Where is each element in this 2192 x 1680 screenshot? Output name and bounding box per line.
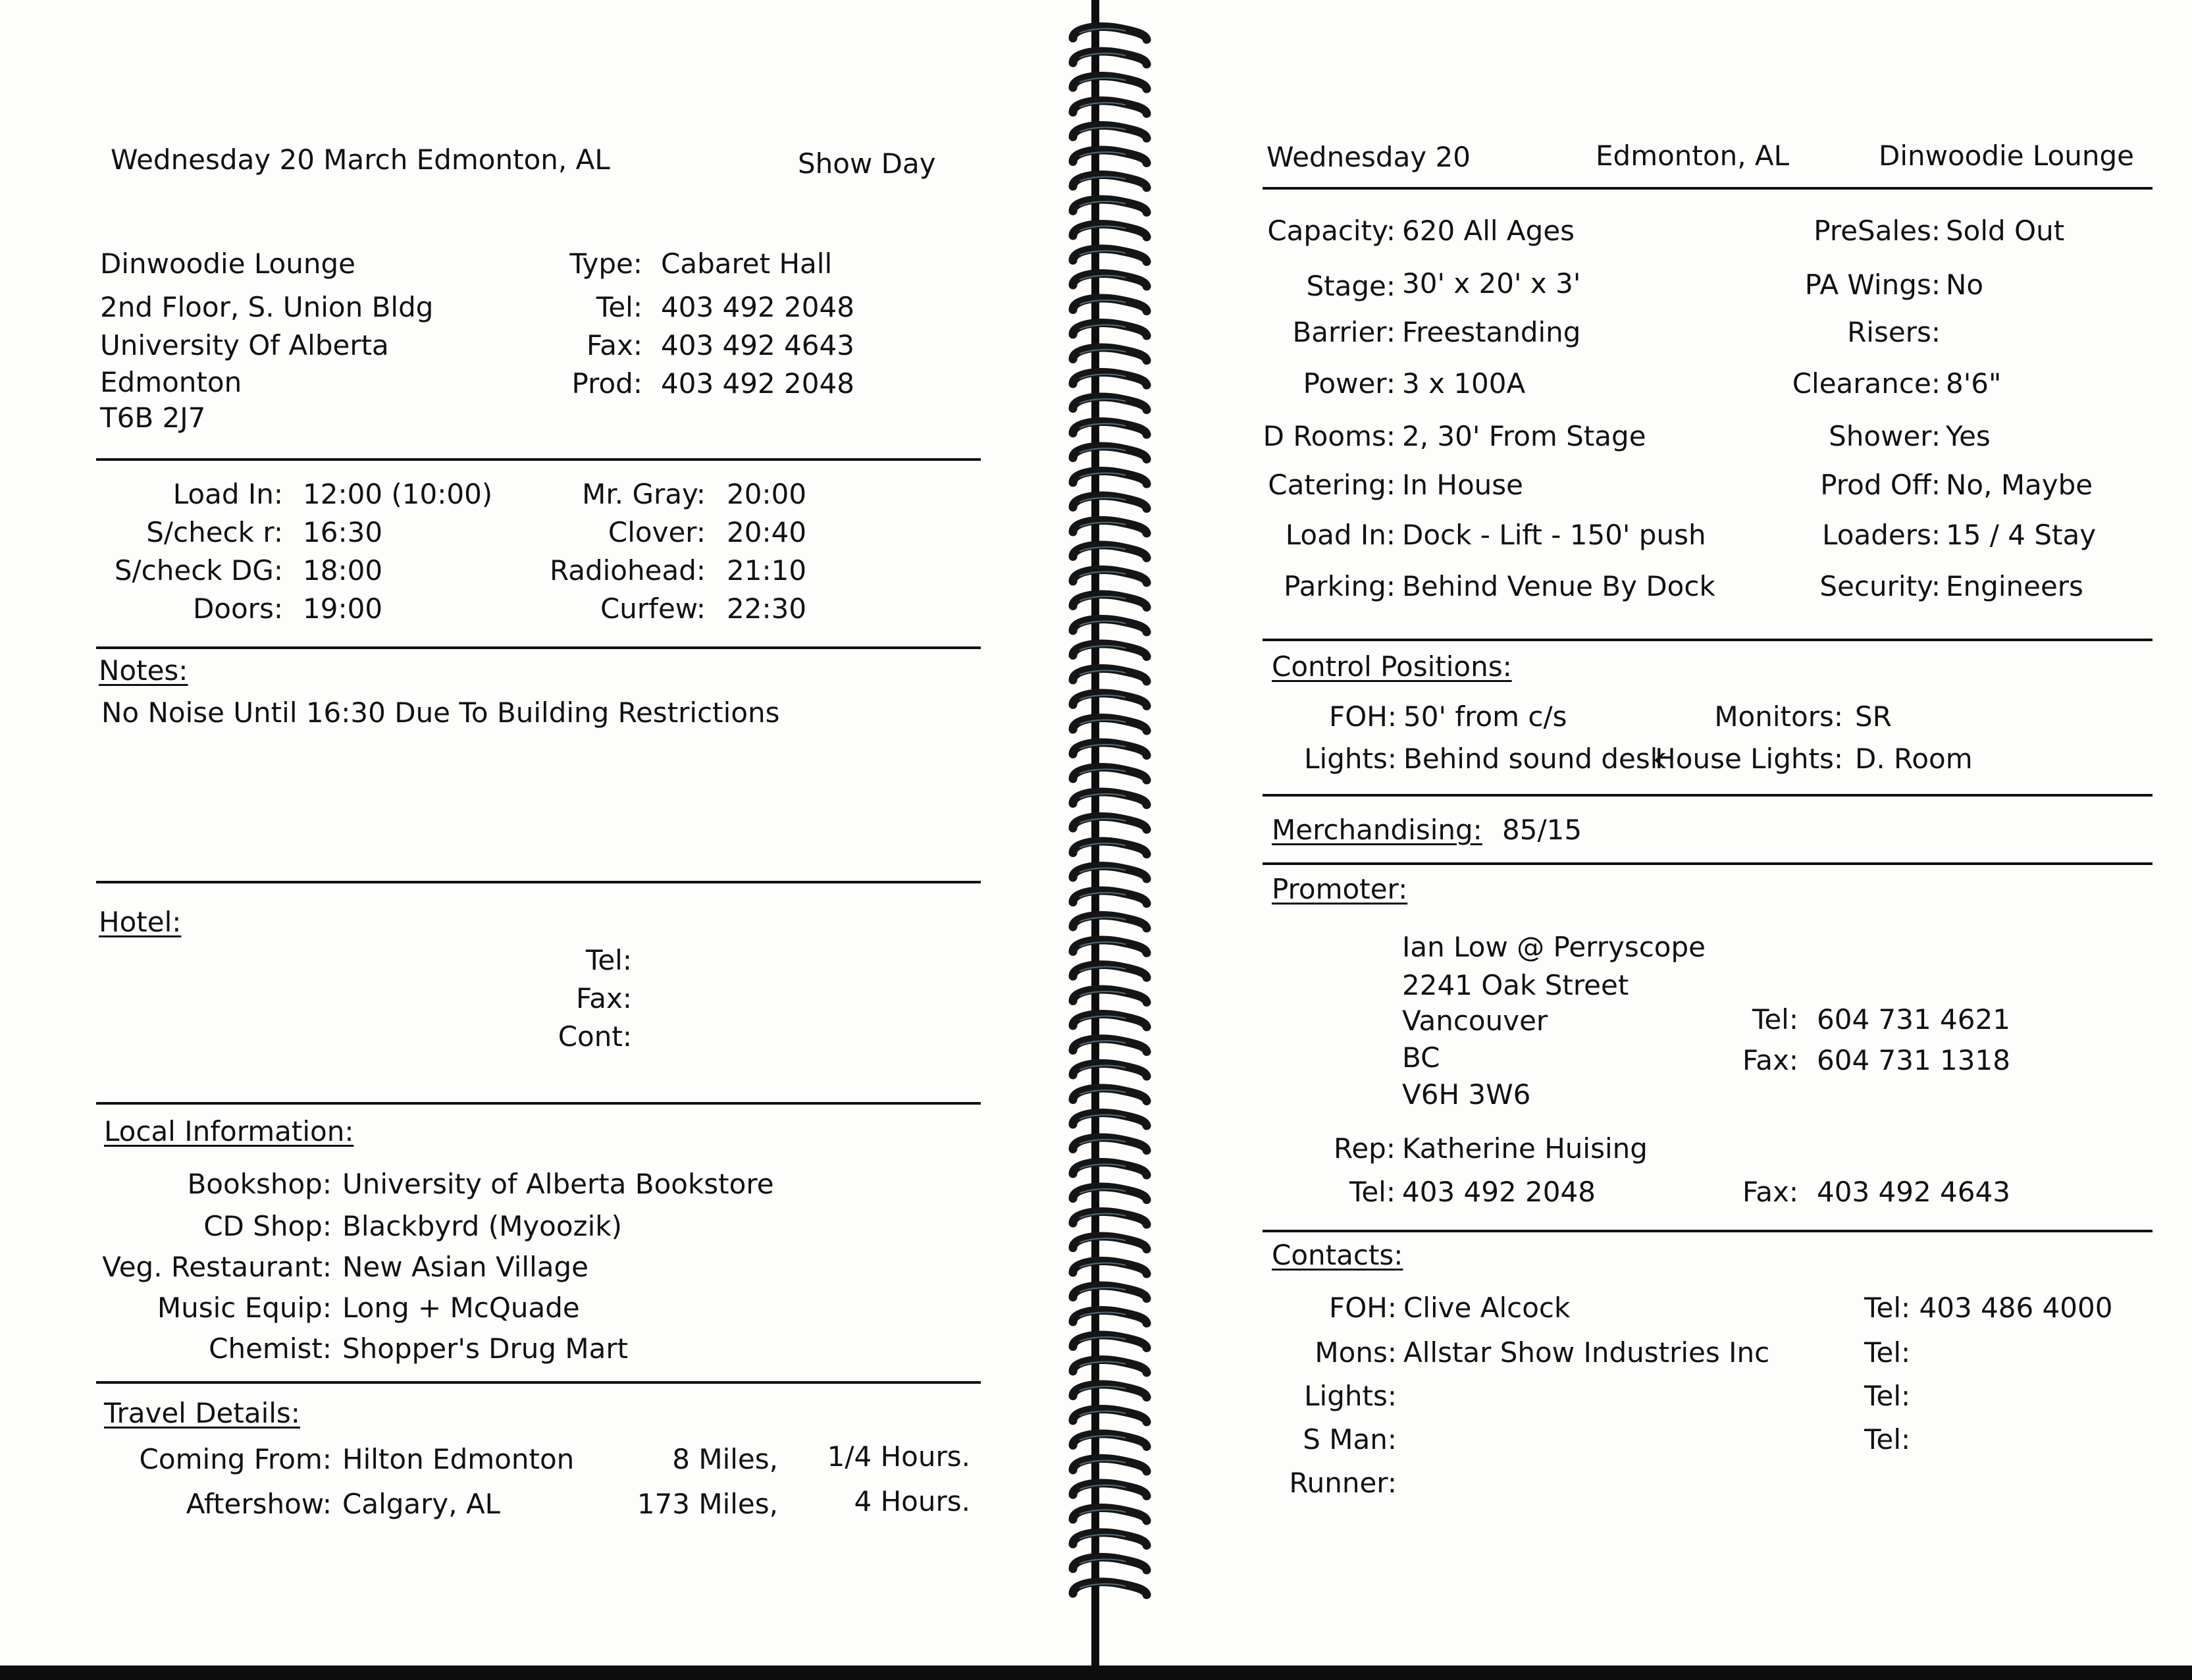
control-label: House Lights: [1655, 743, 1843, 775]
spec-value: 8'6" [1946, 367, 2002, 400]
spec-value: Behind Venue By Dock [1402, 570, 1715, 602]
spec-label: D Rooms: [1263, 420, 1396, 452]
spec-label: Security: [1819, 570, 1941, 602]
promoter-address-line: BC [1402, 1041, 1440, 1074]
rep-name: Katherine Huising [1402, 1132, 1648, 1165]
schedule-label: Clover: [608, 516, 706, 548]
spec-value: No, Maybe [1946, 469, 2093, 501]
venue-prod-value: 403 492 2048 [661, 367, 854, 400]
travel-hours: 1/4 Hours. [827, 1440, 970, 1473]
contact-label: FOH: [1329, 1292, 1397, 1324]
control-value: 50' from c/s [1403, 700, 1567, 733]
contact-tel: Tel: 403 486 4000 [1864, 1292, 2113, 1324]
spec-label: Clearance: [1792, 367, 1941, 400]
spec-value: In House [1402, 469, 1523, 501]
schedule-label: S/check DG: [114, 554, 283, 587]
spec-value: Yes [1946, 420, 1991, 452]
spec-value: Dock - Lift - 150' push [1402, 519, 1706, 551]
schedule-label: Doors: [192, 592, 283, 625]
contact-label: S Man: [1303, 1423, 1397, 1456]
control-label: Lights: [1304, 743, 1397, 775]
hotel-heading: Hotel: [99, 906, 182, 938]
contact-name: Clive Alcock [1403, 1292, 1571, 1324]
promoter-address-line: Vancouver [1402, 1005, 1548, 1037]
schedule-value: 18:00 [303, 554, 383, 587]
merch-value: 85/15 [1502, 814, 1582, 846]
spec-label: Loaders: [1822, 519, 1941, 551]
divider [1263, 639, 2153, 641]
rep-fax: 403 492 4643 [1817, 1176, 2010, 1208]
schedule-value: 21:10 [727, 554, 807, 587]
venue-type-value: Cabaret Hall [661, 248, 833, 280]
control-label: Monitors: [1714, 700, 1843, 733]
divider [1263, 1230, 2153, 1232]
control-value: Behind sound desk [1403, 743, 1667, 775]
venue-tel-label: Tel: [596, 291, 642, 323]
schedule-value: 20:40 [727, 516, 807, 548]
schedule-value: 16:30 [303, 516, 383, 548]
spiral-binding [1060, 13, 1159, 1633]
travel-heading: Travel Details: [104, 1397, 300, 1429]
spec-value: 15 / 4 Stay [1946, 519, 2097, 551]
contact-label: Mons: [1315, 1336, 1397, 1369]
local-info-value: Long + McQuade [342, 1292, 580, 1324]
travel-destination: Calgary, AL [342, 1488, 501, 1520]
travel-label: Coming From: [139, 1443, 332, 1475]
contact-label: Runner: [1289, 1467, 1397, 1499]
header-date: Wednesday 20 March Edmonton, AL [111, 144, 610, 176]
venue-fax-value: 403 492 4643 [661, 329, 854, 361]
spec-label: Load In: [1285, 519, 1396, 551]
page-title: Show Day [798, 147, 936, 180]
divider [96, 646, 981, 649]
spec-label: Risers: [1847, 316, 1941, 348]
rep-tel-label: Tel: [1349, 1176, 1396, 1208]
venue-address-line: Edmonton [100, 366, 242, 398]
contact-tel: Tel: [1864, 1423, 1911, 1456]
local-info-label: Veg. Restaurant: [102, 1251, 332, 1283]
contact-tel: Tel: [1864, 1380, 1911, 1412]
schedule-label: Mr. Gray: [582, 478, 706, 510]
local-info-value: University of Alberta Bookstore [342, 1168, 774, 1200]
spec-label: Shower: [1829, 420, 1941, 452]
promoter-address-line: 2241 Oak Street [1402, 969, 1629, 1001]
local-info-label: Bookshop: [187, 1168, 332, 1200]
header-day: Wednesday 20 [1266, 141, 1471, 173]
hotel-contact-label: Cont: [558, 1020, 632, 1053]
schedule-label: Curfew: [600, 592, 706, 625]
schedule-label: S/check r: [146, 516, 283, 548]
contact-label: Lights: [1304, 1380, 1397, 1412]
local-info-value: Shopper's Drug Mart [342, 1332, 629, 1365]
spec-value: No [1946, 269, 1984, 301]
rep-fax-label: Fax: [1742, 1176, 1798, 1208]
header-city: Edmonton, AL [1596, 140, 1790, 172]
merch-heading: Merchandising: [1272, 814, 1482, 846]
travel-label: Aftershow: [186, 1488, 332, 1520]
spec-label: Catering: [1268, 469, 1396, 501]
divider [96, 881, 981, 883]
divider [1263, 187, 2153, 190]
notes-text: No Noise Until 16:30 Due To Building Restrictions [101, 696, 780, 729]
local-info-label: CD Shop: [203, 1210, 332, 1242]
spec-value: 2, 30' From Stage [1402, 420, 1646, 452]
spec-value: 3 x 100A [1402, 367, 1526, 400]
travel-destination: Hilton Edmonton [342, 1443, 575, 1475]
divider [96, 1381, 981, 1384]
contacts-heading: Contacts: [1272, 1239, 1403, 1271]
schedule-value: 19:00 [303, 592, 383, 625]
spec-label: Parking: [1284, 570, 1396, 602]
contact-name: Allstar Show Industries Inc [1403, 1336, 1770, 1369]
promoter-address-line: Ian Low @ Perryscope [1402, 931, 1706, 963]
promoter-heading: Promoter: [1272, 873, 1408, 905]
venue-type-label: Type: [569, 248, 642, 280]
header-venue: Dinwoodie Lounge [1879, 140, 2134, 172]
spec-value: Freestanding [1402, 316, 1581, 348]
venue-address-line: 2nd Floor, S. Union Bldg [100, 291, 434, 323]
local-info-label: Music Equip: [157, 1292, 332, 1324]
travel-miles: 173 Miles, [637, 1488, 778, 1520]
local-info-label: Chemist: [209, 1332, 332, 1365]
spec-value: 30' x 20' x 3' [1402, 267, 1581, 300]
venue-address-line: University Of Alberta [100, 329, 389, 361]
travel-miles: 8 Miles, [672, 1443, 778, 1475]
venue-name: Dinwoodie Lounge [100, 248, 355, 280]
spec-label: Power: [1303, 367, 1396, 400]
venue-tel-value: 403 492 2048 [661, 291, 854, 323]
divider [1263, 794, 2153, 797]
spec-value: Sold Out [1946, 215, 2065, 247]
spec-label: PreSales: [1814, 215, 1941, 247]
venue-fax-label: Fax: [586, 329, 642, 361]
schedule-value: 22:30 [727, 592, 807, 625]
control-label: FOH: [1329, 700, 1397, 733]
divider [96, 458, 981, 461]
travel-hours: 4 Hours. [854, 1485, 970, 1517]
spec-value: 620 All Ages [1402, 215, 1575, 247]
local-info-heading: Local Information: [104, 1115, 354, 1147]
promoter-postcode: V6H 3W6 [1402, 1078, 1531, 1111]
control-value: SR [1855, 700, 1892, 733]
promoter-tel: 604 731 4621 [1817, 1003, 2010, 1036]
right-page [1099, 0, 2192, 1666]
promoter-tel-label: Tel: [1752, 1003, 1798, 1036]
spec-label: Capacity: [1267, 215, 1396, 247]
hotel-tel-label: Tel: [585, 944, 632, 976]
contact-tel: Tel: [1864, 1336, 1911, 1369]
spec-label: PA Wings: [1804, 269, 1941, 301]
rep-label: Rep: [1334, 1132, 1396, 1165]
schedule-label: Radiohead: [549, 554, 706, 587]
spec-label: Prod Off: [1820, 469, 1941, 501]
spec-label: Stage: [1306, 270, 1396, 302]
spec-value: Engineers [1946, 570, 2083, 602]
venue-postcode: T6B 2J7 [100, 402, 206, 434]
local-info-value: New Asian Village [342, 1251, 589, 1283]
venue-prod-label: Prod: [571, 367, 642, 400]
control-positions-heading: Control Positions: [1272, 650, 1512, 683]
divider [96, 1102, 981, 1105]
schedule-value: 20:00 [727, 478, 807, 510]
notes-heading: Notes: [99, 654, 188, 687]
promoter-fax-label: Fax: [1742, 1044, 1798, 1076]
schedule-label: Load In: [172, 478, 283, 510]
promoter-fax: 604 731 1318 [1817, 1044, 2010, 1076]
control-value: D. Room [1855, 743, 1973, 775]
local-info-value: Blackbyrd (Myoozik) [342, 1210, 622, 1242]
rep-tel: 403 492 2048 [1402, 1176, 1596, 1208]
hotel-fax-label: Fax: [575, 982, 632, 1014]
schedule-value: 12:00 (10:00) [303, 478, 493, 510]
left-page [0, 0, 1091, 1666]
spec-label: Barrier: [1292, 316, 1396, 348]
divider [1263, 862, 2153, 865]
